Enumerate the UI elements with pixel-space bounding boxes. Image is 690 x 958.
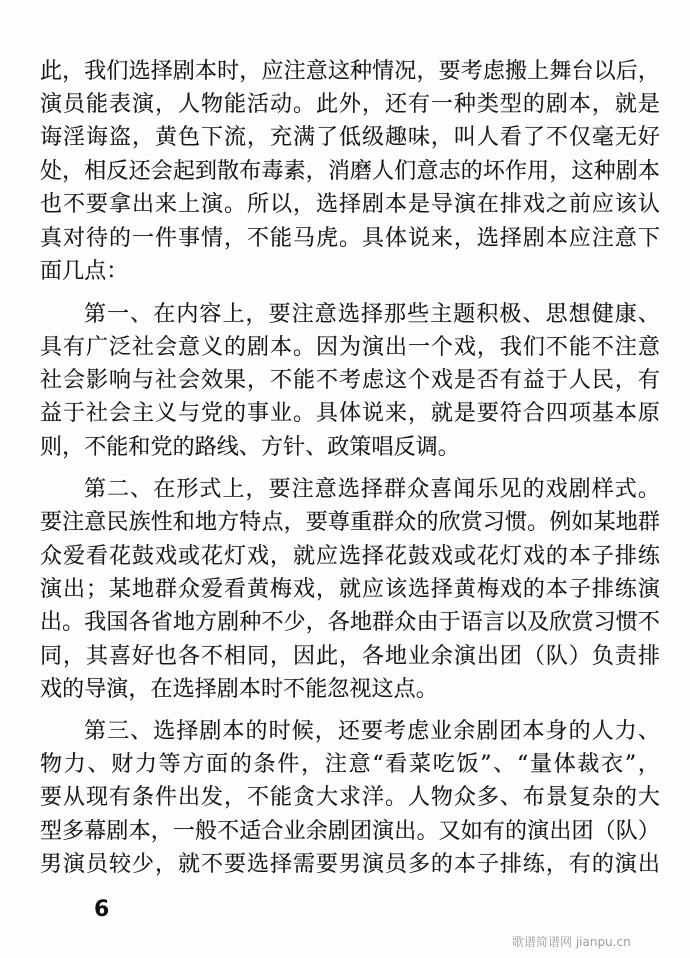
text-line: 益于社会主义与党的事业。具体说来，就是要符合四项基本原 — [40, 401, 660, 426]
watermark: 歌谱简谱网 jianpu.cn — [512, 935, 631, 949]
text-line: 演出；某地群众爱看黄梅戏，就应该选择黄梅戏的本子排练演 — [40, 577, 660, 602]
text-line: 也不要拿出来上演。所以，选择剧本是导演在排戏之前应该认 — [40, 192, 660, 217]
text-line: 众爱看花鼓戏或花灯戏，就应选择花鼓戏或花灯戏的本子排练 — [40, 544, 660, 569]
text-line: 面几点： — [40, 259, 129, 284]
text-line: 此，我们选择剧本时，应注意这种情况，要考虑搬上舞台以后， — [40, 59, 660, 84]
paragraph-two-first-line: 第二、在形式上，要注意选择群众喜闻乐见的戏剧样式。 — [84, 477, 660, 502]
text-line: 戏的导演，在选择剧本时不能忽视这点。 — [40, 677, 438, 702]
text-line: 型多幕剧本，一般不适合业余剧团演出。又如有的演出团（队） — [40, 819, 660, 844]
text-line: 演员能表演，人物能活动。此外，还有一种类型的剧本，就是 — [40, 92, 660, 117]
text-line: 处，相反还会起到散布毒素，消磨人们意志的坏作用，这种剧本 — [40, 159, 660, 184]
text-line: 出。我国各省地方剧种不少，各地群众由于语言以及欣赏习惯不 — [40, 610, 660, 635]
paragraph-three-first-line: 第三、选择剧本的时候，还要考虑业余剧团本身的人力、 — [84, 719, 660, 744]
text-line: 真对待的一件事情，不能马虎。具体说来，选择剧本应注意下 — [40, 226, 660, 251]
text-line: 则，不能和党的路线、方针、政策唱反调。 — [40, 435, 460, 460]
text-line: 具有广泛社会意义的剧本。因为演出一个戏，我们不能不注意 — [40, 335, 660, 360]
text-line: 社会影响与社会效果，不能不考虑这个戏是否有益于人民，有 — [40, 368, 660, 393]
text-line: 男演员较少，就不要选择需要男演员多的本子排练，有的演出 — [40, 852, 660, 877]
text-line: 要从现有条件出发，不能贪大求洋。人物众多、布景复杂的大 — [40, 785, 660, 810]
text-line: 诲淫诲盗，黄色下流，充满了低级趣味，叫人看了不仅毫无好 — [40, 125, 660, 150]
page-number: 6 — [94, 897, 110, 922]
text-line: 要注意民族性和地方特点，要尊重群众的欣赏习惯。例如某地群 — [40, 510, 660, 535]
text-line: 同，其喜好也各不相同，因此，各地业余演出团（队）负责排 — [40, 644, 660, 669]
text-line: 物力、财力等方面的条件，注意“看菜吃饭”、“量体裁衣”， — [40, 752, 660, 777]
paragraph-one-first-line: 第一、在内容上，要注意选择那些主题积极、思想健康、 — [84, 302, 660, 327]
